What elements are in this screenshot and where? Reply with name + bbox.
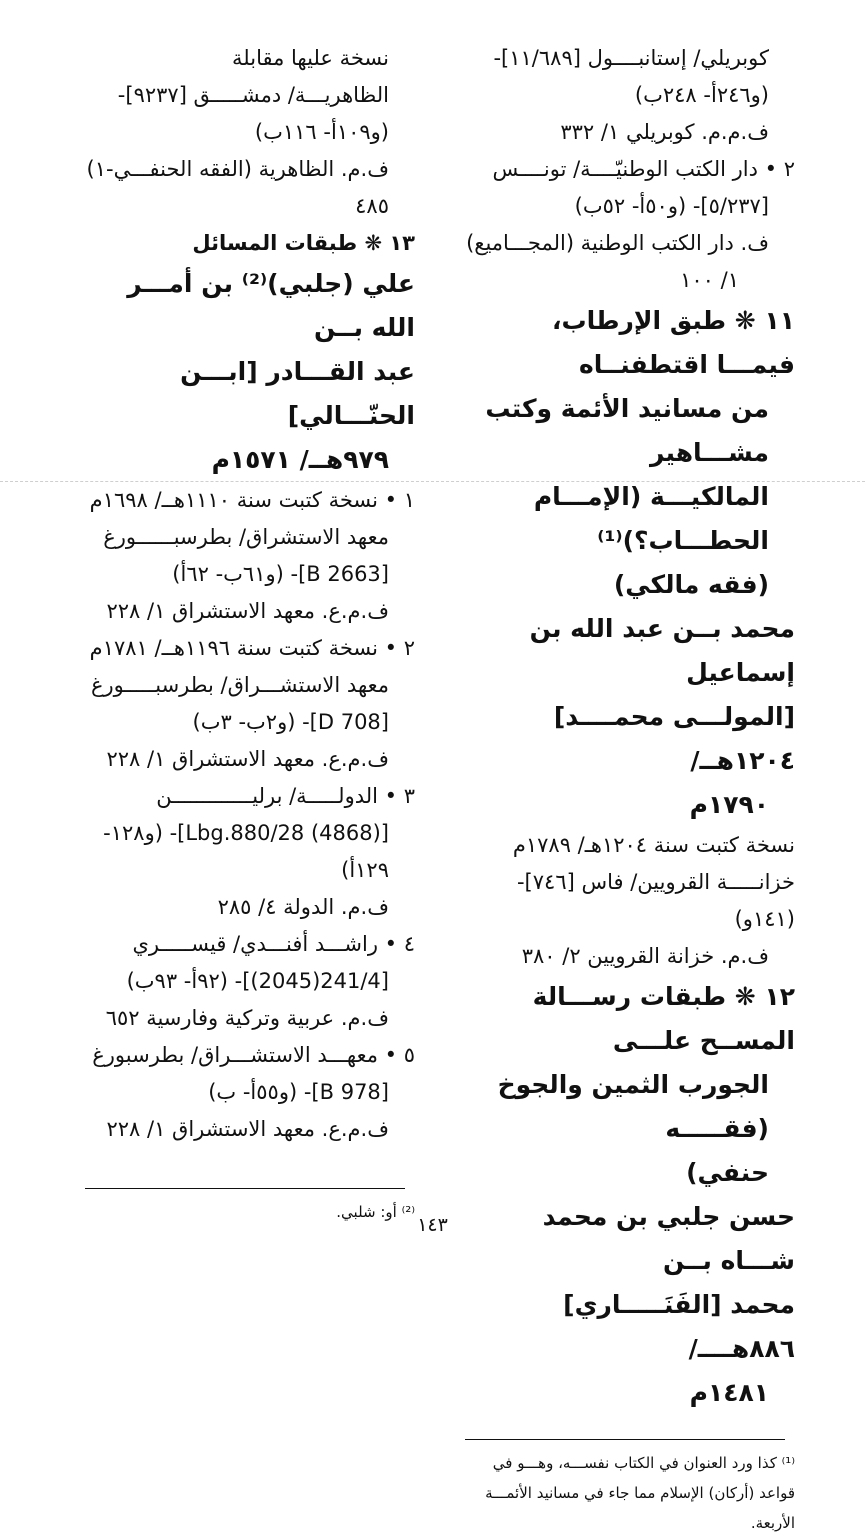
- text-line: (١٤١و): [734, 907, 795, 931]
- text-line: نسخة كتبت سنة ١٢٠٤هـ/ ١٧٨٩م: [512, 833, 795, 857]
- entry-title: (فقه مالكي): [613, 570, 769, 599]
- text-line: كوبريلي/ إستانبــــول [١١/٦٨٩]-: [493, 46, 769, 70]
- author-line: محمد [الفَنَـــــاري] ٨٨٦هــــ/: [563, 1290, 795, 1363]
- left-column: [85, 40, 415, 1227]
- text-line: نسخة عليها مقابلة: [232, 46, 389, 70]
- text-line: الظاهريـــة/ دمشـــــق [٩٢٣٧]-: [117, 83, 389, 107]
- text-line: [(4868) Lbg.880/28]- (و١٢٨-: [103, 821, 389, 845]
- text-line: ف. دار الكتب الوطنية (المجـــاميع): [466, 231, 769, 255]
- right-column: [465, 40, 795, 1538]
- author-line: [المولـــى محمــــد] ١٢٠٤هــ/: [553, 702, 795, 775]
- text-line: [B 2663]- (و٦١ب- ٦٢أ): [172, 562, 389, 586]
- entry-line: ٢ • دار الكتب الوطنيّــــة/ تونــــس: [492, 157, 795, 181]
- entry-title: المالكيـــة (الإمـــام الحطـــاب؟)⁽¹⁾: [533, 482, 769, 555]
- text-line: ١٢٩أ): [341, 858, 389, 882]
- text-line: (و٢٤٦أ- ٢٤٨ب): [634, 83, 769, 107]
- text-line: ف.م.ع. معهد الاستشراق ١/ ٢٢٨: [106, 1117, 389, 1141]
- author-line: محمد بــن عبد الله بن إسماعيل: [529, 614, 795, 687]
- text-line: ف.م. خزانة القرويين ٢/ ٣٨٠: [521, 944, 769, 968]
- text-line: ف.م.ع. معهد الاستشراق ١/ ٢٢٨: [106, 599, 389, 623]
- text-line: ف.م.ع. معهد الاستشراق ١/ ٢٢٨: [106, 747, 389, 771]
- entry-title: من مسانيد الأئمة وكتب مشـــاهير: [485, 394, 769, 467]
- page-number: ١٤٣: [417, 1214, 448, 1236]
- text-line: ف.م.م. كوبريلي ١/ ٣٣٢: [560, 120, 769, 144]
- text-line: (و١٠٩أ- ١١٦ب): [254, 120, 389, 144]
- text-line: معهد الاستشراق/ بطرسبــــــورغ: [103, 525, 389, 549]
- entry-title: ١٢ ❋ طبقات رســـالة المســح علـــى: [532, 982, 795, 1055]
- entry-line: ٤ • راشـــد أفنـــدي/ قيســـــري: [132, 932, 415, 956]
- text-line: [241/4(2045)]- (٩٢أ- ٩٣ب): [126, 969, 389, 993]
- author-line: ١٧٩٠م: [689, 790, 769, 819]
- text-line: ف.م. عربية وتركية وفارسية ٦٥٢: [105, 1006, 389, 1030]
- text-line: ف.م. الدولة ٤/ ٢٨٥: [217, 895, 389, 919]
- author-line: علي (جلبي)⁽²⁾ بن أمـــر الله بــن: [127, 269, 415, 342]
- text-line: [D 708]- (و٢ب- ٣ب): [192, 710, 389, 734]
- entry-title: ١١ ❋ طبق الإرطاب، فيمـــا اقتطفنــاه: [551, 306, 795, 379]
- text-line: خزانـــــة القرويين/ فاس [٧٤٦]-: [516, 870, 795, 894]
- footnote-rule: [465, 1439, 785, 1440]
- text-line: ف.م. الظاهرية (الفقه الحنفـــي-١): [86, 157, 389, 181]
- author-line: عبد القـــادر [ابـــن الحنّـــالي]: [180, 357, 415, 430]
- footnote: ⁽¹⁾ كذا ورد العنوان في الكتاب نفســـه، وهـــو في قواعد (أركان) الإسلام مما جاء في مسانيد الأئمـــة الأربعة.: [485, 1454, 795, 1532]
- entry-line: ٢ • نسخة كتبت سنة ١١٩٦هــ/ ١٧٨١م: [89, 636, 415, 660]
- author-line: ٩٧٩هــ/ ١٥٧١م: [211, 445, 389, 474]
- footnote: ⁽²⁾ أو: شلبي.: [336, 1203, 415, 1221]
- footnote-rule: [85, 1188, 405, 1189]
- author-line: ١٤٨١م: [689, 1378, 769, 1407]
- text-line: ٤٨٥: [355, 194, 389, 218]
- entry-line: ١ • نسخة كتبت سنة ١١١٠هــ/ ١٦٩٨م: [89, 488, 415, 512]
- text-line: [٥/٢٣٧]- (و٥٠أ- ٥٢ب): [574, 194, 769, 218]
- text-line: [B 978]- (و٥٥أ- ب): [208, 1080, 389, 1104]
- author-line: حسن جلبي بن محمد شـــاه بــن: [542, 1202, 795, 1275]
- entry-line: ٣ • الدولـــــة/ برليـــــــــــــن: [156, 784, 415, 808]
- entry-line: ٥ • معهـــد الاستشـــراق/ بطرسبورغ: [92, 1043, 415, 1067]
- text-line: ١/ ١٠٠: [680, 268, 739, 292]
- entry-title: ١٣ ❋ طبقات المسائل: [192, 231, 415, 255]
- text-line: معهد الاستشـــراق/ بطرسبـــــورغ: [90, 673, 389, 697]
- entry-title: حنفي): [686, 1158, 769, 1187]
- entry-title: الجورب الثمين والجوخ (فقـــــه: [497, 1070, 769, 1143]
